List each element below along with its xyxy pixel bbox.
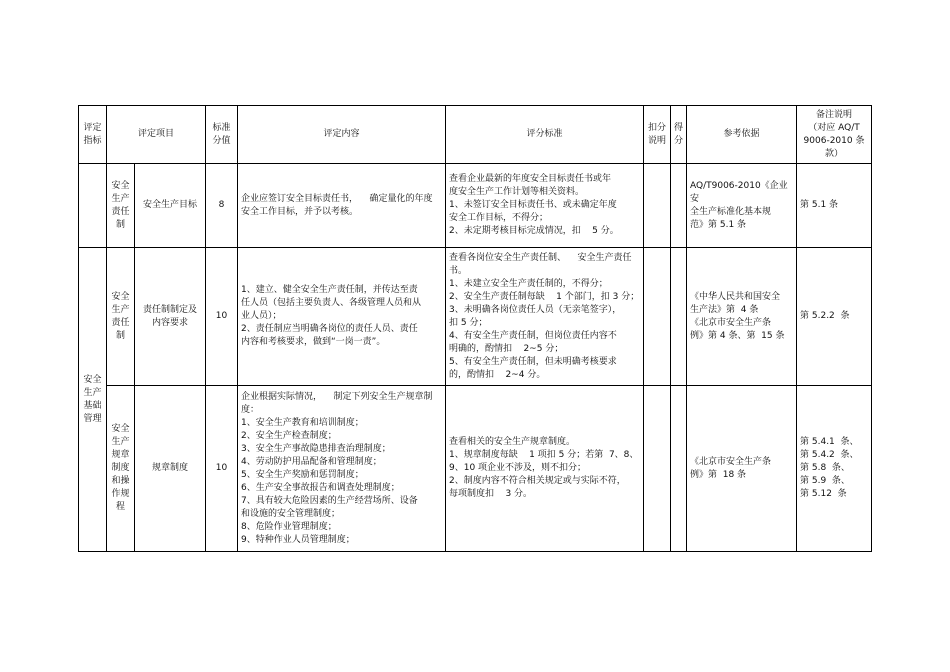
row-item: 责任制制定及 内容要求 <box>135 248 206 386</box>
row-content: 1、建立、健全安全生产责任制，并传达至责 任人员（包括主要负责人、各级管理人员和从 业人员）； 2、责任制应当明确各岗位的责任人员、责任 内容和考核要求，做到“一岗一责”。 <box>238 248 446 386</box>
row-content: 企业应签订安全目标责任书， 确定量化的年度 安全工作目标，并予以考核。 <box>238 164 446 248</box>
row-get <box>671 164 687 248</box>
header-indicator: 评定 指标 <box>79 106 107 164</box>
row-basis: AQ/T9006-2010《企业安 全生产标准化基本规 范》第 5.1 条 <box>687 164 797 248</box>
header-score: 标准 分值 <box>206 106 238 164</box>
row-standard: 查看相关的安全生产规章制度。 1、规章制度每缺 1 项扣 5 分；若第 7、8、 9、10 项企业不涉及，则不扣分； 2、制度内容不符合相关规定或与实际不符， 每项制度扣 3 分。 <box>446 386 644 552</box>
header-get: 得 分 <box>671 106 687 164</box>
row-basis: 《北京市安全生产条 例》第 18 条 <box>687 386 797 552</box>
table-row <box>79 164 872 248</box>
row-category: 安全 生产 责任 制 <box>107 248 135 386</box>
indicator-group: 安全 生产 基础 管理 <box>79 248 107 552</box>
header-remark: 备注说明 （对应 AQ/T 9006-2010 条 款） <box>797 106 872 164</box>
row-deduct <box>644 386 671 552</box>
header-row <box>79 106 872 164</box>
row-remark: 第 5.2.2 条 <box>797 248 872 386</box>
row-basis: 《中华人民共和国安全 生产法》第 4 条 《北京市安全生产条 例》第 4 条、第 15 条 <box>687 248 797 386</box>
row-standard: 查看企业最新的年度安全目标责任书或年 度安全生产工作计划等相关资料。 1、未签订安全目标责任书、或未确定年度 安全工作目标，不得分； 2、未定期考核目标完成情况，扣 5 分。 <box>446 164 644 248</box>
header-deduct: 扣分 说明 <box>644 106 671 164</box>
table-row <box>79 248 872 386</box>
row-category: 安全 生产 责任 制 <box>107 164 135 248</box>
table-row <box>79 386 872 552</box>
row-item: 规章制度 <box>135 386 206 552</box>
row-remark: 第 5.1 条 <box>797 164 872 248</box>
row-get <box>671 386 687 552</box>
header-content: 评定内容 <box>238 106 446 164</box>
row-deduct <box>644 164 671 248</box>
header-standard: 评分标准 <box>446 106 644 164</box>
row-category: 安全 生产 规章 制度 和操 作规 程 <box>107 386 135 552</box>
row-item: 安全生产目标 <box>135 164 206 248</box>
row-content: 企业根据实际情况， 制定下列安全生产规章制 度： 1、安全生产教育和培训制度； 2、安全生产检查制度； 3、安全生产事故隐患排查治理制度； 4、劳动防护用品配备和管理制度； 5、安全生产奖励和惩罚制度； 6、生产安全事故报告和调查处理制度； 7、具有较大危险因素的生产经营场所、设备 和设施的安全管理制度； 8、危险作业管理制度； 9、特种作业人员管理制度； <box>238 386 446 552</box>
row-remark: 第 5.4.1 条、 第 5.4.2 条、 第 5.8 条、 第 5.9 条、 第 5.12 条 <box>797 386 872 552</box>
row-score: 10 <box>206 248 238 386</box>
row-standard: 查看各岗位安全生产责任制、 安全生产责任 书。 1、未建立安全生产责任制的，不得分； 2、安全生产责任制每缺 1 个部门，扣 3 分； 3、未明确各岗位责任人员（无亲笔签字）， 扣 5 分； 4、有安全生产责任制，但岗位责任内容不 明确的，酌情扣 2~5 分； 5、有安全生产责任制，但未明确考核要求 的，酌情扣 2~4 分。 <box>446 248 644 386</box>
header-item: 评定项目 <box>107 106 206 164</box>
row-score: 8 <box>206 164 238 248</box>
row-score: 10 <box>206 386 238 552</box>
header-basis: 参考依据 <box>687 106 797 164</box>
evaluation-table <box>78 105 872 552</box>
row-deduct <box>644 248 671 386</box>
indicator-empty-cell <box>79 164 107 248</box>
row-get <box>671 248 687 386</box>
